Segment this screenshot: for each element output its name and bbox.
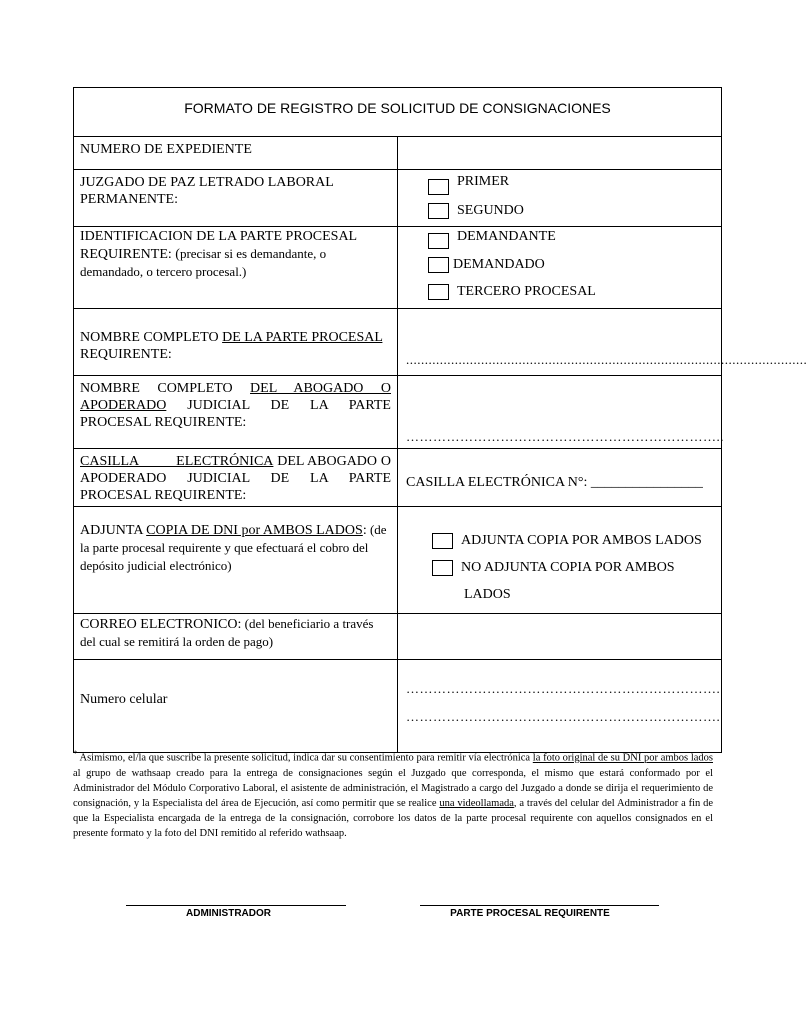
label-underlined: DEL ABOGADO O APODERADO <box>80 381 391 413</box>
nombre-abogado-label-cell <box>74 376 398 449</box>
label-text: DEL ABOGADO O APODERADO JUDICIAL DE LA PARTE PROCESAL REQUIRENTE: <box>80 454 391 503</box>
option-label: NO ADJUNTA COPIA POR AMBOS <box>461 560 675 575</box>
signature-label-admin: ADMINISTRADOR <box>186 908 271 919</box>
dotted-line: ........................................................................................................... <box>406 352 807 367</box>
footnote-underlined: una videollamada <box>439 797 514 809</box>
signature-label-parte: PARTE PROCESAL REQUIRENTE <box>450 908 610 919</box>
expediente-label: NUMERO DE EXPEDIENTE <box>74 137 398 170</box>
checkbox[interactable] <box>428 203 449 219</box>
label-text: Numero celular <box>80 691 168 707</box>
adjunta-option-yes[interactable] <box>432 527 715 554</box>
option-label: LADOS <box>464 587 511 602</box>
adjunta-label-cell <box>74 507 398 614</box>
nombre-parte-field[interactable] <box>398 309 807 376</box>
option-label: ADJUNTA COPIA POR AMBOS LADOS <box>461 533 702 548</box>
checkbox[interactable] <box>428 233 449 249</box>
footnote-text: al grupo de wathsaap creado para la entrega de consignaciones según el Juzgado que corresponda, el mismo que estará conformado por el Administrador del Módulo Corporativo Laboral, el asistente de administración, el Magistrado a cargo del Juzgado a donde se dirija el requerimiento de consignación, y la Especialista del área de Ejecución, así como permitir que se realice <box>73 767 713 809</box>
adjunta-note: (de la parte procesal requirente y que efectuará el cobro del depósito judicial electrónico) <box>80 522 387 573</box>
checkbox[interactable] <box>432 560 453 576</box>
footnote-text: Asimismo, el/la que suscribe la presente solicitud, indica dar su consentimiento para remitir vía electrónica <box>77 752 533 764</box>
checkbox[interactable] <box>428 257 449 273</box>
adjunta-option-no[interactable] <box>432 554 715 581</box>
label-text: : <box>362 523 367 538</box>
expediente-field[interactable] <box>398 137 722 170</box>
identificacion-option-demandante[interactable] <box>428 227 715 251</box>
identificacion-option-demandado[interactable] <box>428 251 715 278</box>
casilla-value-label: CASILLA ELECTRÓNICA N°: ________________ <box>406 475 703 490</box>
option-label: DEMANDADO <box>453 257 545 272</box>
casilla-field[interactable] <box>398 449 722 507</box>
adjunta-option-no-cont <box>464 581 715 608</box>
registration-form-table <box>73 87 807 753</box>
label-text: CORREO ELECTRONICO: <box>80 617 242 632</box>
nombre-abogado-field[interactable] <box>398 376 722 449</box>
checkbox[interactable] <box>432 533 453 549</box>
option-label: PRIMER <box>457 174 510 189</box>
label-text: NOMBRE COMPLETO <box>80 330 223 345</box>
identificacion-label-cell <box>74 227 398 309</box>
identificacion-options <box>398 227 722 309</box>
celular-field[interactable] <box>398 660 722 753</box>
checkbox[interactable] <box>428 179 449 195</box>
adjunta-options <box>398 507 722 614</box>
identificacion-option-tercero[interactable] <box>428 278 715 305</box>
dotted-line: ……………………………………………………………. <box>406 681 721 696</box>
correo-field[interactable] <box>398 614 722 660</box>
form-title: FORMATO DE REGISTRO DE SOLICITUD DE CONSIGNACIONES <box>74 88 722 137</box>
footnote-star: * <box>73 748 78 758</box>
dotted-line: …………………………………………………………….. <box>406 429 724 444</box>
identificacion-note: precisar si es demandante, o demandado, o tercero procesal.) <box>80 246 327 279</box>
casilla-label-cell <box>74 449 398 507</box>
label-text: REQUIRENTE: <box>80 347 172 362</box>
juzgado-option-segundo[interactable] <box>428 197 715 224</box>
checkbox[interactable] <box>428 284 449 300</box>
label-underlined: DE LA PARTE PROCESAL <box>222 330 383 345</box>
celular-label-cell <box>74 660 398 753</box>
label-underlined: CASILLA ELECTRÓNICA <box>80 454 274 469</box>
label-text: ADJUNTA <box>80 523 147 538</box>
signature-line-admin <box>126 905 346 906</box>
option-label: DEMANDANTE <box>457 228 556 244</box>
correo-note: (del beneficiario a través del cual se remitirá la orden de pago) <box>80 616 374 649</box>
juzgado-option-primer[interactable] <box>428 170 715 197</box>
option-label: SEGUNDO <box>457 203 524 218</box>
juzgado-label: JUZGADO DE PAZ LETRADO LABORAL PERMANENTE: <box>74 170 398 227</box>
dotted-line: ……………………………………………………………. <box>406 709 721 724</box>
label-underlined: COPIA DE DNI por AMBOS LADOS <box>146 523 363 538</box>
footnote-underlined: la foto original de su DNI por ambos lados <box>532 752 713 764</box>
footnote-text: , a través del celular del Administrador a fin de que la Especialista encargada de la entrega de la consignación, corrobore los datos de la parte procesal requirente con aquellos consignados en el presente formato y la foto del DNI remitido al referido wathsaap. <box>73 797 713 839</box>
label-text: NOMBRE COMPLETO <box>80 381 251 396</box>
juzgado-options <box>398 170 722 227</box>
correo-label-cell <box>74 614 398 660</box>
identificacion-label: IDENTIFICACION DE LA PARTE PROCESAL REQUIRENTE: ( <box>80 229 357 262</box>
label-text: JUDICIAL DE LA PARTE PROCESAL REQUIRENTE: <box>80 398 391 430</box>
nombre-parte-label-cell <box>74 309 398 376</box>
option-label: TERCERO PROCESAL <box>457 284 596 299</box>
signature-line-parte <box>420 905 659 906</box>
consent-footnote <box>73 746 713 841</box>
